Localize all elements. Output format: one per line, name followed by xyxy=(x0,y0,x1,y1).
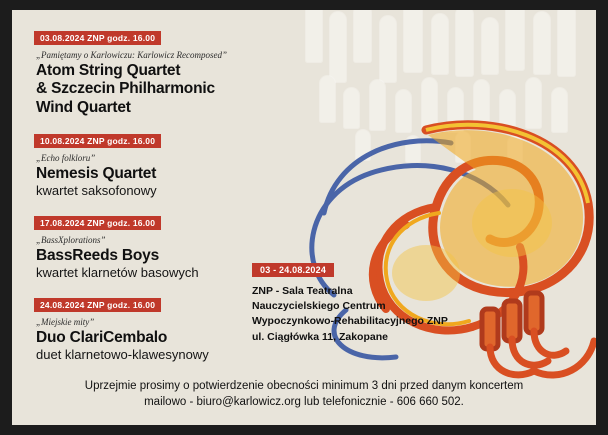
venue-line-2: Nauczycielskiego Centrum xyxy=(252,300,386,313)
concert-ensemble: kwartet klarnetów basowych xyxy=(36,265,199,280)
concert-title-line1: Atom String Quartet xyxy=(36,62,181,79)
concert-item xyxy=(34,28,334,117)
poster-footer xyxy=(12,378,596,411)
footer-line-2: mailowo - biuro@karlowicz.org lub telefonicznie - 606 660 502. xyxy=(144,396,464,409)
concert-title-line1: BassReeds Boys xyxy=(36,246,159,264)
venue-date-badge: 03 - 24.08.2024 xyxy=(252,263,334,277)
concert-poster xyxy=(12,10,596,425)
venue-line-1: ZNP - Sala Teatralna xyxy=(252,285,353,297)
concert-date-badge: 24.08.2024 ZNP godz. 16.00 xyxy=(34,298,161,312)
concert-title-line1: Nemesis Quartet xyxy=(36,164,157,182)
concert-subtitle: „Echo folkloru” xyxy=(36,152,96,163)
concert-ensemble: kwartet saksofonowy xyxy=(36,183,157,199)
concert-subtitle: „Miejskie mity” xyxy=(36,316,95,327)
footer-line-1: Uprzejmie prosimy o potwierdzenie obecności minimum 3 dni przed danym koncertem xyxy=(84,379,524,392)
venue-line-3: Wypoczynkowo-Rehabilitacyjnego ZNP xyxy=(252,315,448,328)
concert-title-line2: & Szczecin Philharmonic xyxy=(36,80,215,98)
concert-ensemble: duet klarnetowo-klawesynowy xyxy=(36,346,209,362)
concert-title-line1: Duo ClariCembalo xyxy=(36,328,168,346)
concert-subtitle: „Pamiętamy o Karlowiczu: Karlowicz Recomposed” xyxy=(36,50,227,60)
concert-item xyxy=(34,131,334,199)
concert-date-badge: 03.08.2024 ZNP godz. 16.00 xyxy=(34,31,161,45)
concert-title xyxy=(36,62,334,117)
venue-address xyxy=(252,284,482,345)
concert-date-badge: 10.08.2024 ZNP godz. 16.00 xyxy=(34,134,161,148)
venue-info xyxy=(252,260,482,345)
concert-date-badge: 17.08.2024 ZNP godz. 16.00 xyxy=(34,216,161,230)
concert-subtitle: „BassXplorations” xyxy=(36,234,106,245)
concert-title xyxy=(36,165,334,183)
venue-line-4: ul. Ciągłówka 11, Zakopane xyxy=(252,330,388,343)
concert-title-line3: Wind Quartet xyxy=(36,98,131,116)
